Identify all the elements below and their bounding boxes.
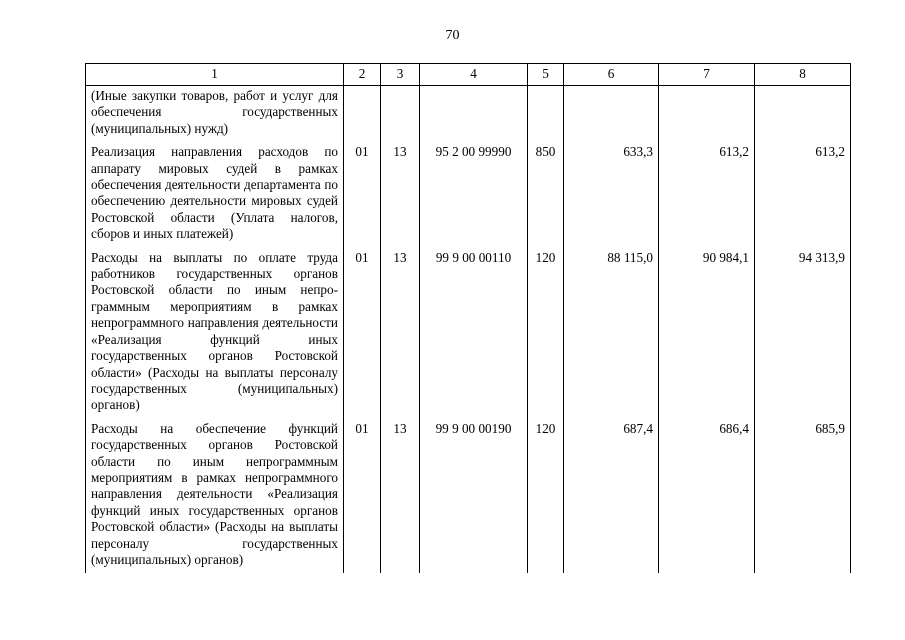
row-target-article: 99 9 00 00190 bbox=[420, 419, 528, 574]
row-section: 01 bbox=[344, 142, 381, 247]
row-section bbox=[344, 86, 381, 143]
column-header-4: 4 bbox=[420, 64, 528, 86]
row-target-article: 95 2 00 99990 bbox=[420, 142, 528, 247]
row-amount-3: 613,2 bbox=[755, 142, 851, 247]
row-subsection: 13 bbox=[381, 419, 420, 574]
row-amount-3 bbox=[755, 86, 851, 143]
row-amount-2: 613,2 bbox=[659, 142, 755, 247]
table-row bbox=[86, 142, 851, 247]
row-amount-1: 88 115,0 bbox=[564, 248, 659, 419]
column-header-7: 7 bbox=[659, 64, 755, 86]
row-amount-1: 633,3 bbox=[564, 142, 659, 247]
row-amount-3: 685,9 bbox=[755, 419, 851, 574]
row-amount-2: 90 984,1 bbox=[659, 248, 755, 419]
column-header-5: 5 bbox=[528, 64, 564, 86]
row-subsection bbox=[381, 86, 420, 143]
column-header-3: 3 bbox=[381, 64, 420, 86]
row-section: 01 bbox=[344, 248, 381, 419]
row-expense-type bbox=[528, 86, 564, 143]
page-number: 70 bbox=[445, 28, 460, 43]
row-amount-1: 687,4 bbox=[564, 419, 659, 574]
row-subsection: 13 bbox=[381, 142, 420, 247]
row-description: Расходы на обеспечение функций государственных органов Ростовской области по иным непрограммным мероприятиям в рамках непрограммного направления деятельности «Реализация функций иных государственных органов Ростовской области» (Расходы на выплаты персоналу государственных (муниципальных) органов) bbox=[86, 419, 344, 574]
table-row bbox=[86, 86, 851, 143]
row-expense-type: 120 bbox=[528, 419, 564, 574]
row-description: Расходы на выплаты по оплате труда работников государственных органов Ростовской области по иным непрограммным мероприятиям в рамках непрограммного направления деятельности «Реализация функций иных государственных органов Ростовской области» (Расходы на выплаты персоналу государственных (муниципальных) органов) bbox=[86, 248, 344, 419]
row-subsection: 13 bbox=[381, 248, 420, 419]
column-header-1: 1 bbox=[86, 64, 344, 86]
row-amount-3: 94 313,9 bbox=[755, 248, 851, 419]
row-expense-type: 850 bbox=[528, 142, 564, 247]
table-row bbox=[86, 248, 851, 419]
table-header-row bbox=[86, 64, 851, 86]
row-target-article bbox=[420, 86, 528, 143]
row-expense-type: 120 bbox=[528, 248, 564, 419]
budget-table bbox=[85, 63, 851, 573]
row-amount-2: 686,4 bbox=[659, 419, 755, 574]
row-description: (Иные закупки товаров, работ и услуг для обеспечения государственных (муниципальных) нужд) bbox=[86, 86, 344, 143]
table-row bbox=[86, 419, 851, 574]
column-header-2: 2 bbox=[344, 64, 381, 86]
column-header-6: 6 bbox=[564, 64, 659, 86]
row-description: Реализация направления расходов по аппарату мировых судей в рамках обеспечения деятельности департамента по обеспечению деятельности мировых судей Ростовской области (Уплата налогов, сборов и иных платежей) bbox=[86, 142, 344, 247]
row-amount-1 bbox=[564, 86, 659, 143]
row-target-article: 99 9 00 00110 bbox=[420, 248, 528, 419]
column-header-8: 8 bbox=[755, 64, 851, 86]
row-amount-2 bbox=[659, 86, 755, 143]
row-section: 01 bbox=[344, 419, 381, 574]
